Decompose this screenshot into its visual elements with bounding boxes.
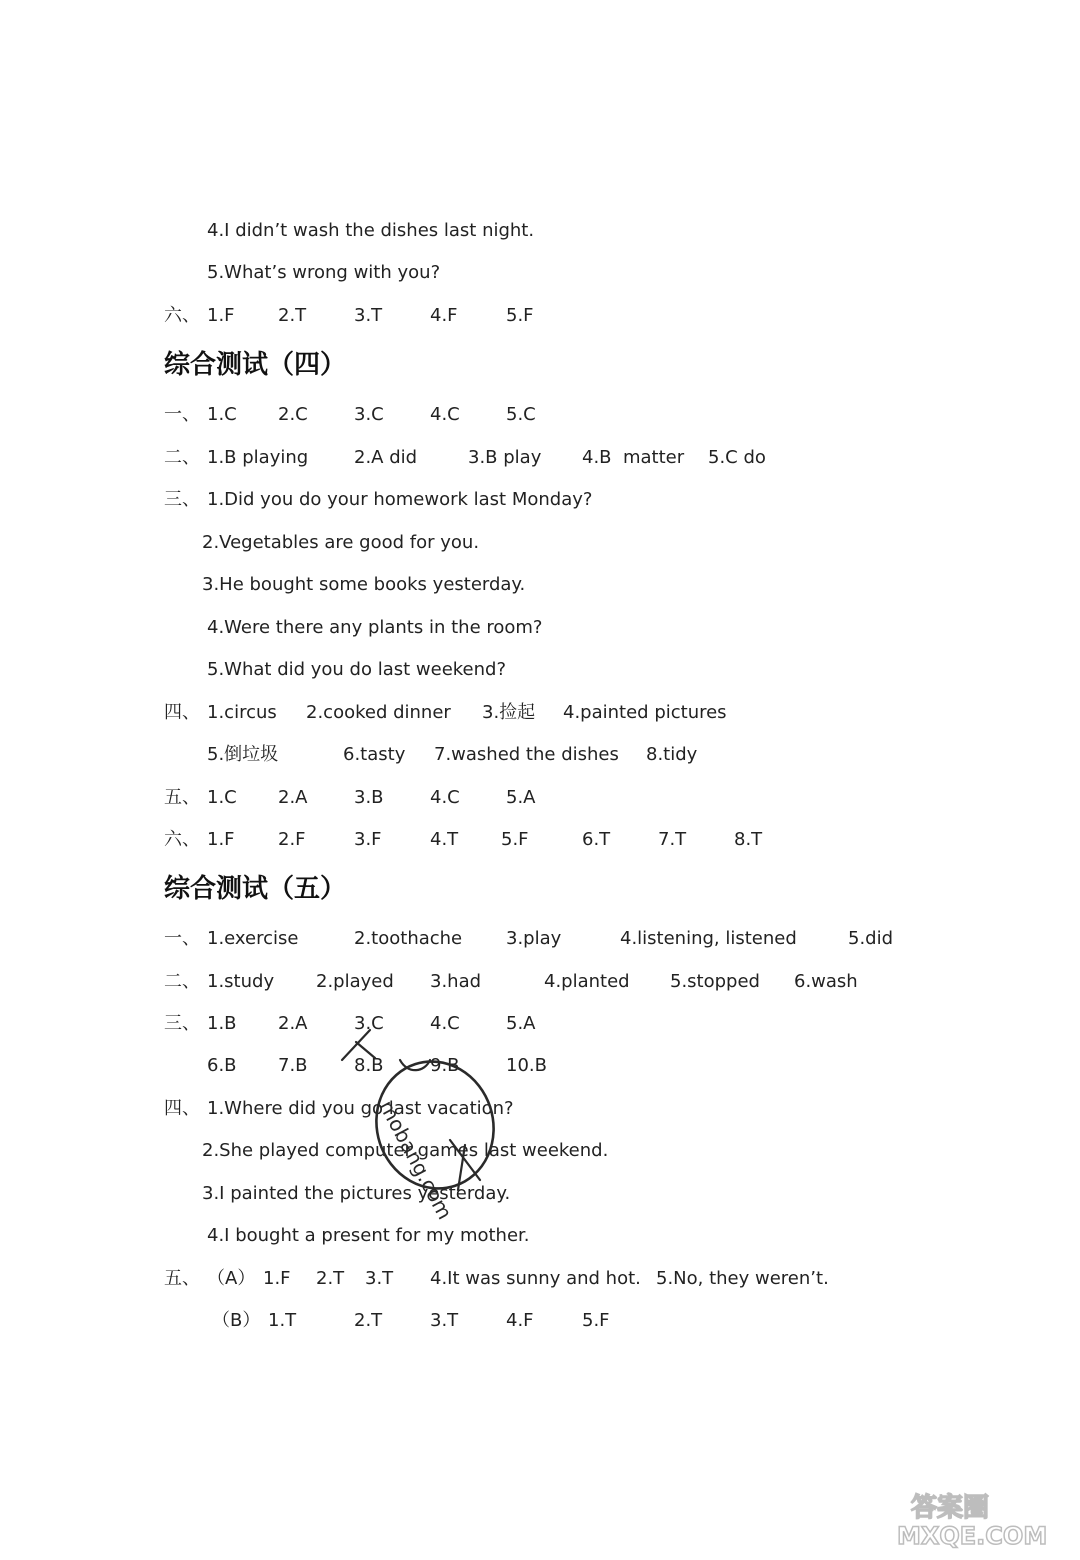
answer-item: 3.C xyxy=(354,404,384,425)
section-label: 五、 xyxy=(164,787,200,808)
answer-item: 2.A xyxy=(278,787,308,808)
answer-line: 5.What’s wrong with you? xyxy=(207,262,441,283)
answer-line: 2.Vegetables are good for you. xyxy=(202,532,480,553)
answer-item: 3.C xyxy=(354,1013,384,1034)
section-label: 二、 xyxy=(164,971,200,992)
answer-item: 6.T xyxy=(582,829,611,850)
section-label: 三、 xyxy=(164,1013,200,1034)
answer-item: 5.A xyxy=(506,1013,536,1034)
section-label: 六、 xyxy=(164,305,200,326)
answer-item: 2.C xyxy=(278,404,308,425)
section-label: 二、 xyxy=(164,447,200,468)
answer-item: 1.F xyxy=(207,305,235,326)
answer-item: 7.washed the dishes xyxy=(434,744,619,765)
sub-label: （A） xyxy=(207,1268,256,1289)
svg-text:mobang.com: mobang.com xyxy=(374,1096,458,1224)
section-label: 四、 xyxy=(164,702,200,723)
answer-item: 6.B xyxy=(207,1055,237,1076)
answer-item: 5.No, they weren’t. xyxy=(656,1268,829,1289)
answer-item: 10.B xyxy=(506,1055,547,1076)
section-label: 六、 xyxy=(164,829,200,850)
answer-item: 4.planted xyxy=(544,971,630,992)
answer-item: 1.exercise xyxy=(207,928,299,949)
answer-item: 2.toothache xyxy=(354,928,463,949)
answer-item: 5.C do xyxy=(708,447,766,468)
answer-line: 3.I painted the pictures yesterday. xyxy=(202,1183,511,1204)
answer-item: 4.C xyxy=(430,1013,460,1034)
answer-item: 4.F xyxy=(506,1310,534,1331)
section-heading: 综合测试（五） xyxy=(164,874,347,904)
section-label: 三、 xyxy=(164,489,200,510)
section-label: 一、 xyxy=(164,928,200,949)
answer-item: 4.C xyxy=(430,787,460,808)
answer-item: 1.B xyxy=(207,1013,237,1034)
answer-item: 3.F xyxy=(354,829,382,850)
answer-line: 1.Where did you go last vacation? xyxy=(207,1098,514,1119)
answer-item: 4.C xyxy=(430,404,460,425)
answer-item: 3.had xyxy=(430,971,482,992)
answer-item: 1.C xyxy=(207,404,237,425)
answer-item: 3.play xyxy=(506,928,562,949)
answer-line: 4.I didn’t wash the dishes last night. xyxy=(207,220,535,241)
answer-item: 2.played xyxy=(316,971,394,992)
svg-text:MXQE.COM: MXQE.COM xyxy=(897,1522,1048,1550)
answer-item: 3.B xyxy=(354,787,384,808)
answer-item: 2.A did xyxy=(354,447,418,468)
answer-item: 8.tidy xyxy=(646,744,698,765)
answer-item: 2.A xyxy=(278,1013,308,1034)
answer-item: 5.F xyxy=(582,1310,610,1331)
answer-item: 5.A xyxy=(506,787,536,808)
answer-line: 5.What did you do last weekend? xyxy=(207,659,507,680)
answer-line: 1.Did you do your homework last Monday? xyxy=(207,489,593,510)
answer-item: 3.B play xyxy=(468,447,542,468)
answer-item: 4.B matter xyxy=(582,447,685,468)
answer-item: 7.T xyxy=(658,829,687,850)
answer-item: 4.T xyxy=(430,829,459,850)
answer-item: 2.T xyxy=(316,1268,345,1289)
answer-item: 2.cooked dinner xyxy=(306,702,451,723)
answer-item: 5.倒垃圾 xyxy=(207,744,279,765)
answer-item: 4.painted pictures xyxy=(563,702,727,723)
answer-item: 5.stopped xyxy=(670,971,760,992)
answer-item: 6.wash xyxy=(794,971,858,992)
answer-item: 1.C xyxy=(207,787,237,808)
answer-item: 8.T xyxy=(734,829,763,850)
answer-line: 3.He bought some books yesterday. xyxy=(202,574,526,595)
answer-item: 3.T xyxy=(365,1268,394,1289)
sub-label: （B） xyxy=(212,1310,261,1331)
answer-item: 5.did xyxy=(848,928,894,949)
watermark-logo xyxy=(893,1490,1068,1550)
stamp-mark xyxy=(330,1020,510,1230)
answer-item: 1.circus xyxy=(207,702,277,723)
answer-item: 2.T xyxy=(354,1310,383,1331)
answer-item: 4.listening, listened xyxy=(620,928,797,949)
answer-item: 1.T xyxy=(268,1310,297,1331)
answer-item: 1.F xyxy=(263,1268,291,1289)
section-label: 一、 xyxy=(164,404,200,425)
answer-item: 3.T xyxy=(354,305,383,326)
section-label: 五、 xyxy=(164,1268,200,1289)
svg-text:答案圈: 答案圈 xyxy=(911,1493,990,1523)
answer-item: 2.F xyxy=(278,829,306,850)
answer-line: 4.I bought a present for my mother. xyxy=(207,1225,530,1246)
answer-item: 1.F xyxy=(207,829,235,850)
answer-item: 5.F xyxy=(501,829,529,850)
answer-item: 5.C xyxy=(506,404,536,425)
answer-item: 7.B xyxy=(278,1055,308,1076)
answer-item: 2.T xyxy=(278,305,307,326)
answer-item: 6.tasty xyxy=(343,744,406,765)
answer-item: 1.study xyxy=(207,971,275,992)
answer-line: 4.Were there any plants in the room? xyxy=(207,617,543,638)
answer-item: 3.捡起 xyxy=(482,702,536,723)
answer-item: 4.F xyxy=(430,305,458,326)
answer-line: 2.She played computer games last weekend. xyxy=(202,1140,609,1161)
answer-item: 8.B xyxy=(354,1055,384,1076)
section-label: 四、 xyxy=(164,1098,200,1119)
answer-item: 9.B xyxy=(430,1055,460,1076)
answer-item: 5.F xyxy=(506,305,534,326)
answer-item: 1.B playing xyxy=(207,447,309,468)
answer-item: 3.T xyxy=(430,1310,459,1331)
section-heading: 综合测试（四） xyxy=(164,350,347,380)
answer-item: 4.It was sunny and hot. xyxy=(430,1268,641,1289)
